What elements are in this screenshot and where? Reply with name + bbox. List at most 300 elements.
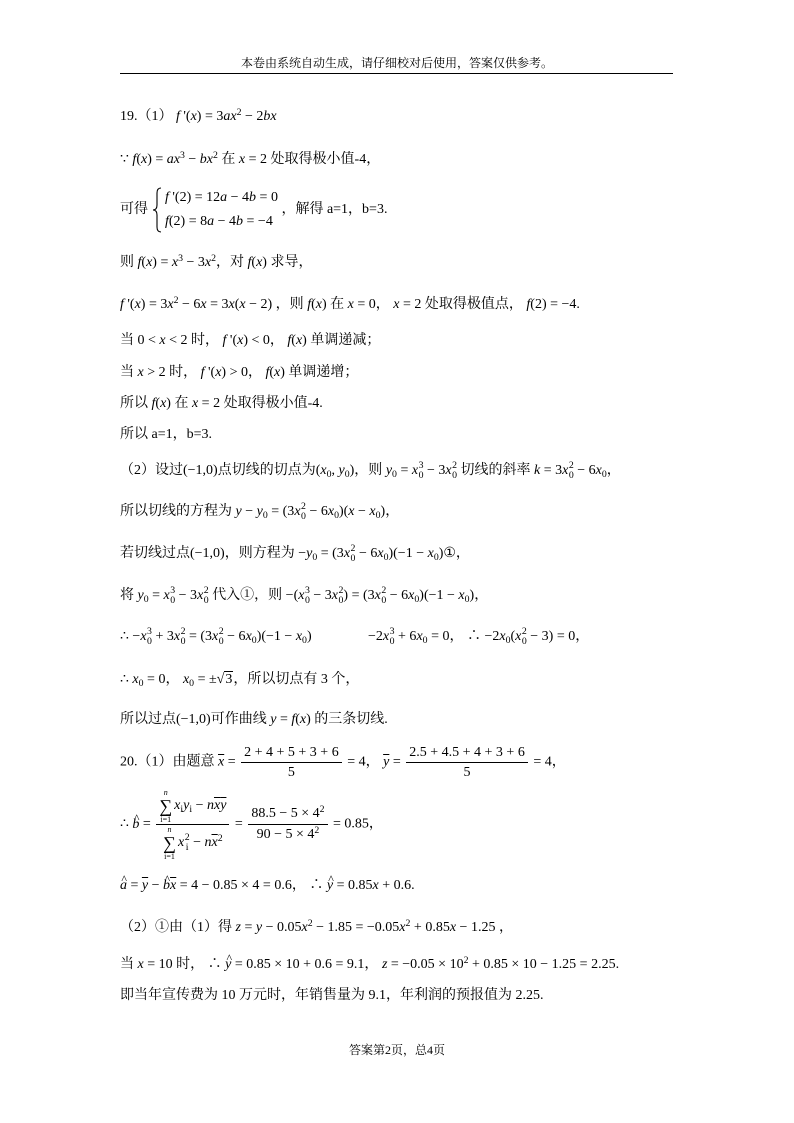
math-variable: x <box>416 629 423 644</box>
text-run: + 0.6. <box>378 878 415 893</box>
fraction <box>406 743 528 782</box>
math-variable: b <box>249 190 257 205</box>
text-run: − 3 <box>423 463 446 478</box>
q20-part1-line-2 <box>120 788 383 861</box>
text-run: ) 求导， <box>262 255 313 270</box>
text-run: = 0.85， <box>329 816 383 832</box>
text-run: = <box>389 754 405 770</box>
q19-part2-line-2 <box>120 502 399 523</box>
subscript: 0 <box>338 594 344 606</box>
square-root <box>217 671 234 687</box>
text-run: ) = 3 <box>140 297 168 312</box>
summation <box>159 788 172 824</box>
text-run: )(−1 − <box>388 546 428 561</box>
text-run: = (3 <box>185 629 213 644</box>
text-run: = 2 处取得极小值-4， <box>245 152 381 167</box>
math-variable: x <box>134 297 141 312</box>
subscript: 0 <box>180 635 186 647</box>
math-variable: x <box>515 629 522 644</box>
text-run: = 0.85 × 10 + 0.6 = 9.1， <box>231 957 382 972</box>
text-run: 所以 a=1，b=3. <box>120 427 213 442</box>
estimate-variable: y ^ <box>225 955 231 975</box>
q19-part1-line-1 <box>120 107 277 128</box>
text-run: 代入①，则 −( <box>208 588 299 603</box>
text-run: < 2 时， <box>165 333 223 348</box>
math-variable: y <box>270 712 277 727</box>
text-run: 则 <box>120 255 138 270</box>
math-variable: x <box>427 546 434 561</box>
math-variable: x <box>163 588 170 603</box>
math-variable: y <box>306 546 313 561</box>
text-run: = 3 <box>206 297 229 312</box>
superscript: 2 <box>217 833 223 845</box>
text-run: = −0.05 × 10 <box>387 957 464 972</box>
subscript: 0 <box>143 593 149 605</box>
math-variable: n <box>204 835 212 851</box>
mean-variable: $\overline{x}$ <box>213 798 221 814</box>
q19-part2-line-4 <box>120 586 488 607</box>
math-variable: x <box>174 798 181 814</box>
subscript: 0 <box>389 635 395 647</box>
math-variable: x <box>137 957 144 972</box>
math-variable: x <box>237 333 244 348</box>
subscript: 0 <box>601 468 607 480</box>
subscript: 0 <box>568 469 574 481</box>
text-run: 当 <box>120 957 138 972</box>
text-run: − 2 <box>241 109 264 124</box>
superscript: 2 <box>319 804 325 816</box>
text-run: ( <box>291 333 296 348</box>
text-run: 20.（1）由题意 <box>120 754 218 770</box>
summation <box>163 825 176 861</box>
math-variable: x <box>343 546 351 561</box>
text-run: − <box>192 798 207 814</box>
superscript: 2 <box>184 832 190 844</box>
superscript: 3 <box>178 253 183 265</box>
math-variable: f <box>287 333 292 348</box>
text-run: − <box>148 878 164 893</box>
text-run: + 3 <box>151 629 174 644</box>
text-run: )(−1 − <box>256 629 296 644</box>
superscript: 2 <box>203 585 209 597</box>
superscript: 2 <box>213 150 218 162</box>
text-run: = 4 − 0.85 × 4 = 0.6， ∴ <box>176 878 327 893</box>
text-run: 当 0 < <box>120 333 160 348</box>
q19-part2-line-3 <box>120 544 470 565</box>
fraction <box>156 788 229 861</box>
subscript: 0 <box>326 468 332 480</box>
denominator <box>406 763 528 782</box>
math-variable: x <box>245 629 252 644</box>
superscript: 2 <box>463 955 469 967</box>
math-variable: x <box>347 297 354 312</box>
math-variable: x <box>274 365 281 380</box>
text-run: − 1.85 = −0.05 <box>312 920 400 935</box>
math-variable: f <box>247 255 252 270</box>
text-run: )( <box>338 504 349 519</box>
numerator <box>241 743 342 763</box>
subscript: 0 <box>147 635 152 647</box>
math-variable: y <box>338 463 345 478</box>
math-variable: x <box>320 463 327 478</box>
text-run: = 0， <box>353 297 394 312</box>
superscript: 3 <box>389 626 395 638</box>
denominator <box>241 763 342 782</box>
mean-variable: $\overline{x}$ <box>218 754 225 770</box>
subscript: 0 <box>422 634 428 646</box>
subscript: 0 <box>464 593 470 605</box>
math-variable: x <box>177 835 185 851</box>
mean-variable: $\overline{y}$ <box>383 754 390 770</box>
text-run: ) = 3 <box>196 109 224 124</box>
math-variable: x <box>301 920 308 935</box>
math-variable: y <box>256 504 263 519</box>
math-variable: x <box>160 396 167 411</box>
q19-part2-line-5-second <box>368 627 589 648</box>
math-variable: x <box>369 504 376 519</box>
subscript: 0 <box>203 594 209 606</box>
math-variable: x <box>140 152 148 167</box>
text-run: ∴ − <box>120 629 141 644</box>
denominator <box>156 825 229 861</box>
math-variable: y <box>385 463 393 478</box>
text-run: )(−1 − <box>419 588 459 603</box>
math-variable: x <box>159 333 166 348</box>
text-run: 当 <box>120 365 138 380</box>
math-variable: x <box>327 504 335 519</box>
summation-upper-limit: n <box>163 788 168 797</box>
text-run: 所以过点(−1,0)可作曲线 <box>120 712 271 727</box>
math-variable: f <box>165 190 169 205</box>
text-run: '( <box>204 365 216 380</box>
text-run: 若切线过点(−1,0)，则方程为 − <box>120 546 307 561</box>
left-brace <box>152 187 162 233</box>
math-variable: x <box>458 588 465 603</box>
text-run: ∵ <box>120 152 133 167</box>
q20-part1-line-3 <box>120 876 415 896</box>
superscript: 2 <box>452 460 457 472</box>
superscript: 2 <box>236 107 242 119</box>
text-run: '( <box>226 333 238 348</box>
math-variable: x <box>132 672 139 687</box>
math-variable: f <box>526 297 531 312</box>
subscript: 0 <box>218 635 224 647</box>
superscript: 3 <box>147 626 152 638</box>
fraction <box>248 804 327 845</box>
text-run: − 6 <box>178 297 201 312</box>
math-variable: x <box>215 365 222 380</box>
subscript: 0 <box>521 635 527 647</box>
math-variable: z <box>381 957 388 972</box>
math-variable: x <box>173 629 181 644</box>
subscript: 0 <box>344 468 350 480</box>
text-run: )， <box>380 504 400 519</box>
math-variable: f <box>132 152 137 167</box>
text-run: − 6 <box>305 504 328 519</box>
estimate-variable: a ^ <box>120 876 127 896</box>
subscript: 0 <box>381 594 387 606</box>
text-run: − <box>354 504 370 519</box>
math-variable: x <box>182 672 190 687</box>
math-variable: x <box>256 255 263 270</box>
math-variable: x <box>295 333 303 348</box>
q19-part1-line-8 <box>120 394 323 414</box>
math-variable: x <box>238 152 246 167</box>
text-run: 5 <box>463 765 471 780</box>
text-run: = 4， <box>529 754 566 770</box>
superscript: 3 <box>418 460 424 472</box>
math-variable: f <box>291 712 296 727</box>
text-run: + 0.85 × 10 − 1.25 = 2.25. <box>468 957 620 972</box>
text-run: (2) = 8 <box>168 214 208 229</box>
math-variable: x <box>197 588 204 603</box>
subscript: 0 <box>414 593 420 605</box>
text-run: ( <box>269 365 275 380</box>
subscript: i <box>189 804 193 816</box>
math-variable: x <box>408 588 415 603</box>
text-run: 所以 <box>120 396 152 411</box>
q19-part1-line-2 <box>120 150 380 171</box>
subscript: 0 <box>302 634 307 646</box>
math-variable: f <box>165 214 169 229</box>
text-run: − 3 <box>309 588 332 603</box>
text-run: − 4 <box>227 190 250 205</box>
text-run: = ± <box>194 672 217 687</box>
q20-part2-line-3 <box>120 986 544 1006</box>
math-variable: x <box>374 588 381 603</box>
math-variable: x <box>140 629 147 644</box>
text-run: = 3 <box>540 463 563 478</box>
subscript: 0 <box>418 469 424 481</box>
text-run: 所以切线的方程为 <box>120 504 236 519</box>
text-run: ( <box>295 712 300 727</box>
radicand: 3 <box>225 672 233 687</box>
math-variable: x <box>228 297 235 312</box>
text-run: （2）①由（1）得 <box>120 920 236 935</box>
q19-part1-line-6 <box>120 331 380 351</box>
subscript: 0 <box>375 509 381 521</box>
math-variable: f <box>176 109 180 124</box>
text-run: ，所以切点有 3 个， <box>233 672 360 687</box>
text-run: − 6 <box>355 546 378 561</box>
math-variable: x <box>239 297 246 312</box>
subscript: 0 <box>251 634 257 646</box>
text-run: = 2 处取得极小值-4. <box>198 396 323 411</box>
q19-part1-line-5 <box>120 295 580 316</box>
math-variable: f <box>151 396 156 411</box>
text-run: (2) = −4. <box>530 297 580 312</box>
math-variable: x <box>348 504 355 519</box>
text-run: = <box>139 816 155 832</box>
q20-part1-line-1 <box>120 743 566 782</box>
math-variable: x <box>294 504 301 519</box>
math-variable: x <box>204 255 212 270</box>
q19-part2-line-5-first <box>120 627 312 648</box>
mean-variable: $\overline{x}$ <box>170 878 177 893</box>
math-variable: x <box>167 297 174 312</box>
estimate-variable: y ^ <box>327 876 333 896</box>
math-variable: ax <box>166 152 180 167</box>
math-variable: x <box>445 463 452 478</box>
text-run: （2）设过(−1,0)点切线的切点为( <box>120 463 321 478</box>
text-run: − <box>241 504 257 519</box>
left-brace-path <box>153 188 161 232</box>
text-run: '( <box>179 109 191 124</box>
text-run: ) 在 <box>321 297 348 312</box>
text-run: ) = <box>152 255 172 270</box>
mean-variable: $\overline{y}$ <box>141 878 149 893</box>
page-footer: 答案第2页，总4页 <box>348 1043 445 1057</box>
estimate-variable: b ^ <box>132 815 139 835</box>
superscript: 2 <box>180 626 186 638</box>
text-run: = 0 <box>256 190 278 205</box>
text-run: = 0， ∴ −2 <box>427 629 500 644</box>
summation-upper-limit: n <box>167 825 172 834</box>
text-run: 即当年宣传费为 10 万元时，年销售量为 9.1，年利润的预报值为 2.25. <box>120 988 544 1003</box>
subscript: i <box>185 842 189 854</box>
text-run: = −4 <box>243 214 273 229</box>
text-run: ∴ <box>120 672 133 687</box>
equation-system <box>148 186 278 234</box>
text-run: 2.5 + 4.5 + 4 + 3 + 6 <box>409 745 525 760</box>
superscript: 3 <box>179 150 185 162</box>
math-variable: y <box>137 588 144 603</box>
q20-part2-line-1 <box>120 918 513 939</box>
math-variable: x <box>146 255 153 270</box>
text-run: ) = (3 <box>343 588 375 603</box>
math-variable: ax <box>223 109 237 124</box>
text-run: ( <box>141 255 147 270</box>
text-run: '( <box>123 297 135 312</box>
numerator <box>248 804 327 825</box>
math-variable: y <box>183 798 190 814</box>
header-rule <box>120 73 673 74</box>
text-run: ，解得 a=1，b=3. <box>277 202 388 218</box>
superscript: 2 <box>173 295 179 307</box>
text-run: 切线的斜率 <box>457 463 534 478</box>
text-run: = <box>148 588 164 603</box>
text-run: )，则 <box>349 463 386 478</box>
math-variable: b <box>236 214 244 229</box>
math-variable: x <box>331 588 338 603</box>
math-variable: f <box>265 365 270 380</box>
q19-part1-line-7 <box>120 363 358 383</box>
superscript: 2 <box>350 543 356 555</box>
q19-part1-line-9 <box>120 425 212 445</box>
text-run: ( <box>251 255 257 270</box>
subscript: 0 <box>505 634 511 646</box>
text-run: − 6 <box>386 588 409 603</box>
text-run: ) 的三条切线. <box>306 712 388 727</box>
text-run: − 3 <box>175 588 198 603</box>
subscript: 0 <box>301 510 306 522</box>
math-variable: x <box>411 463 419 478</box>
text-run: = (3 <box>317 546 344 561</box>
text-run: − 3) = 0， <box>526 629 590 644</box>
system-row <box>165 210 278 234</box>
summation-sign: ∑ <box>163 833 176 853</box>
q19-part2-line-1 <box>120 461 621 482</box>
text-run: 在 <box>217 152 239 167</box>
math-variable: f <box>200 365 205 380</box>
text-run: '(2) = 12 <box>168 190 221 205</box>
superscript: 2 <box>218 626 224 638</box>
superscript: 2 <box>521 626 527 638</box>
text-run: − <box>189 835 205 851</box>
text-run: 可得 <box>120 202 148 218</box>
math-variable: bx <box>263 109 277 124</box>
fraction <box>241 743 342 782</box>
text-run: )①， <box>438 546 470 561</box>
text-run: − 1.25 ， <box>456 920 513 935</box>
mean-variable: $\overline{x}$ <box>211 835 218 851</box>
text-run: 将 <box>120 588 138 603</box>
text-run: − 4 <box>214 214 237 229</box>
text-run: = <box>276 712 292 727</box>
text-run: = (3 <box>267 504 295 519</box>
math-variable: x <box>562 463 569 478</box>
text-run: ) = <box>147 152 167 167</box>
summation-lower-limit: i=1 <box>160 815 172 824</box>
q20-part2-line-2 <box>120 955 619 976</box>
superscript: 2 <box>338 585 344 597</box>
text-run: = <box>231 816 247 832</box>
text-run: = <box>396 463 412 478</box>
math-variable: a <box>207 214 215 229</box>
math-variable: x <box>377 546 384 561</box>
math-variable: f <box>137 255 142 270</box>
text-run: −2 <box>368 629 383 644</box>
math-variable: x <box>595 463 602 478</box>
math-variable: y <box>255 920 263 935</box>
text-run: ) 单调递减； <box>302 333 381 348</box>
math-variable: a <box>220 190 228 205</box>
estimate-variable: b ^ <box>163 876 170 896</box>
superscript: 2 <box>381 585 387 597</box>
summation-lower-limit: i=1 <box>164 852 175 861</box>
numerator <box>156 788 229 825</box>
text-run: 19.（1） <box>120 109 176 124</box>
subscript: 0 <box>189 677 195 689</box>
summation-sign: ∑ <box>159 796 173 816</box>
text-run: > 2 时， <box>143 365 201 380</box>
text-run: − <box>184 152 200 167</box>
text-run: − 3 <box>182 255 205 270</box>
superscript: 3 <box>304 585 310 597</box>
math-variable: z <box>235 920 241 935</box>
math-variable: x <box>190 109 197 124</box>
math-variable: x <box>137 365 144 380</box>
text-run: 90 − 5 × 4 <box>256 827 315 842</box>
math-variable: x <box>191 396 199 411</box>
numerator <box>406 743 528 763</box>
text-run: + 6 <box>394 629 417 644</box>
math-variable: bx <box>199 152 214 167</box>
text-run: − 0.05 <box>262 920 302 935</box>
math-variable: x <box>393 297 400 312</box>
math-variable: x <box>499 629 506 644</box>
text-run: = <box>224 754 240 770</box>
text-run: + 0.85 <box>410 920 450 935</box>
math-variable: x <box>382 629 390 644</box>
q19-part1-line-3 <box>120 186 387 234</box>
subscript: 0 <box>262 509 268 521</box>
system-row <box>165 186 278 210</box>
text-run: 2 + 4 + 5 + 3 + 6 <box>244 745 339 760</box>
text-run: ( <box>155 396 161 411</box>
text-run: = 0， <box>143 672 183 687</box>
q19-part1-line-4 <box>120 253 312 274</box>
